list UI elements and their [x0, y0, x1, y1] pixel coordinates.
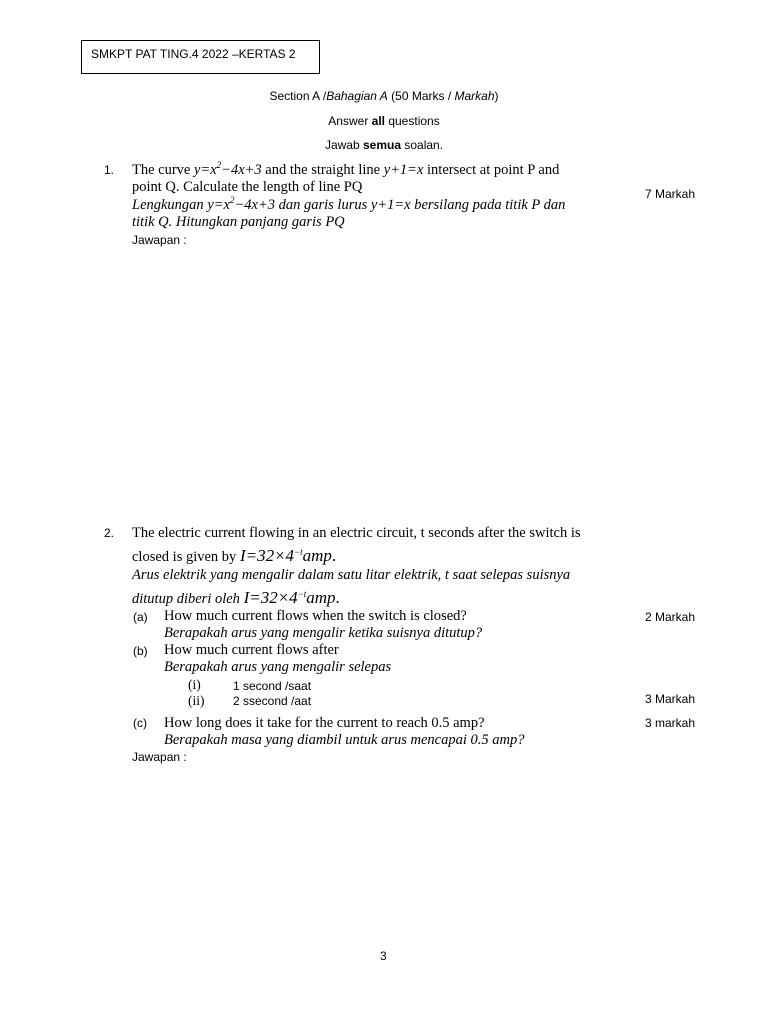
section-title-prefix: Section A /	[269, 89, 327, 103]
q2-formula	[240, 546, 336, 565]
q2b-i-text: 1 second /saat	[233, 679, 312, 693]
q1-curve-eq	[194, 162, 262, 178]
q1-ms-curve-eq	[207, 197, 275, 213]
jawab-bold: semua	[362, 138, 402, 152]
q1-en-line2: point Q. Calculate the length of line PQ	[132, 179, 363, 195]
q1-ms-curve-y: y=x	[207, 197, 230, 213]
section-marks-italic: Markah	[454, 89, 495, 103]
q2a-label: (a)	[133, 610, 148, 624]
q1-en-a: The curve	[132, 162, 194, 178]
q2-ms-formula-main: I=32×4	[243, 588, 298, 607]
q1-ms-a: Lengkungan	[132, 197, 208, 213]
q2-ms-b: saat selepas suisnya	[448, 567, 571, 583]
q2b-label: (b)	[133, 644, 148, 658]
answer-pre: Answer	[328, 114, 372, 128]
section-title	[0, 89, 768, 103]
q2-ms-formula-unit: amp	[306, 588, 336, 607]
q2c-marks: 3 markah	[645, 716, 696, 730]
header-box	[81, 40, 320, 74]
q1-jawapan: Jawapan :	[132, 233, 187, 247]
q2b-ms: Berapakah arus yang mengalir selepas	[164, 659, 392, 675]
answer-post: questions	[385, 114, 440, 128]
q1-ms-curve-exp: 2	[229, 195, 235, 205]
q1-ms-line1	[132, 197, 565, 214]
q2b-marks: 3 Markah	[645, 692, 696, 706]
page-number: 3	[380, 949, 387, 963]
q2-formula-end: .	[331, 546, 337, 565]
q2-ms-formula	[244, 588, 340, 607]
q2c-label: (c)	[133, 716, 147, 730]
q1-en-line1	[132, 162, 559, 179]
q1-curve-rest: −4x+3	[221, 162, 262, 178]
q2-en-line2	[132, 546, 336, 566]
q1-curve-y: y=x	[194, 162, 217, 178]
q1-ms-curve-rest: −4x+3	[234, 197, 275, 213]
q2b-ii-text: 2 ssecond /aat	[233, 694, 312, 708]
jawab-pre: Jawab	[324, 138, 363, 152]
q2-ms-line2-a: ditutup diberi oleh	[132, 591, 244, 607]
q2c-en: How long does it take for the current to reach 0.5 amp?	[164, 715, 485, 731]
q1-ms-line-eq: y+1=x	[370, 197, 411, 213]
q2a-en: How much current flows when the switch is closed?	[164, 608, 467, 624]
q2b-ii-label: (ii)	[188, 693, 205, 708]
q2c-ms: Berapakah masa yang diambil untuk arus mencapai 0.5 amp?	[164, 732, 525, 748]
q2-ms-a: Arus elektrik yang mengalir dalam satu litar elektrik,	[132, 567, 445, 583]
q2-number: 2.	[104, 526, 115, 540]
q2a-ms: Berapakah arus yang mengalir ketika suisnya ditutup?	[164, 625, 483, 641]
section-marks-post: )	[494, 89, 499, 103]
q1-ms-line2: titik Q. Hitungkan panjang garis PQ	[132, 214, 345, 230]
q1-number: 1.	[104, 163, 115, 177]
q2-en-line1: The electric current flowing in an electric circuit, t seconds after the switch is	[132, 525, 581, 541]
q1-en-b: and the straight line	[261, 162, 384, 178]
q2-ms-t: t	[444, 567, 449, 583]
jawab-instruction	[0, 138, 768, 152]
answer-instruction	[0, 114, 768, 128]
q2-formula-main: I=32×4	[239, 546, 295, 565]
q2-ms-formula-end: .	[335, 588, 340, 607]
section-title-italic: Bahagian A	[326, 89, 388, 103]
q1-marks: 7 Markah	[645, 187, 696, 201]
q1-line-eq: y+1=x	[383, 162, 424, 178]
q2b-i-label: (i)	[188, 677, 201, 692]
q2-en-line2-a: closed is given by	[132, 549, 240, 565]
answer-bold: all	[371, 114, 385, 128]
q2-formula-unit: amp	[302, 546, 332, 565]
q2a-marks: 2 Markah	[645, 610, 696, 624]
q1-ms-b: dan garis lurus	[274, 197, 371, 213]
q2-formula-exp: −t	[294, 547, 303, 557]
q2b-en: How much current flows after	[164, 642, 339, 658]
q2-ms-formula-exp: −t	[297, 589, 307, 599]
q1-curve-exp: 2	[216, 160, 222, 170]
q1-ms-c: bersilang pada titik P dan	[410, 197, 566, 213]
section-marks-pre: (50 Marks /	[387, 89, 455, 103]
q1-en-c: intersect at point P and	[423, 162, 560, 178]
q2-ms-line1	[132, 567, 570, 584]
header-text: SMKPT PAT TING.4 2022 –KERTAS 2	[91, 47, 296, 61]
q2-jawapan: Jawapan :	[132, 750, 187, 764]
q2-ms-line2	[132, 588, 340, 608]
jawab-post: soalan.	[401, 138, 444, 152]
